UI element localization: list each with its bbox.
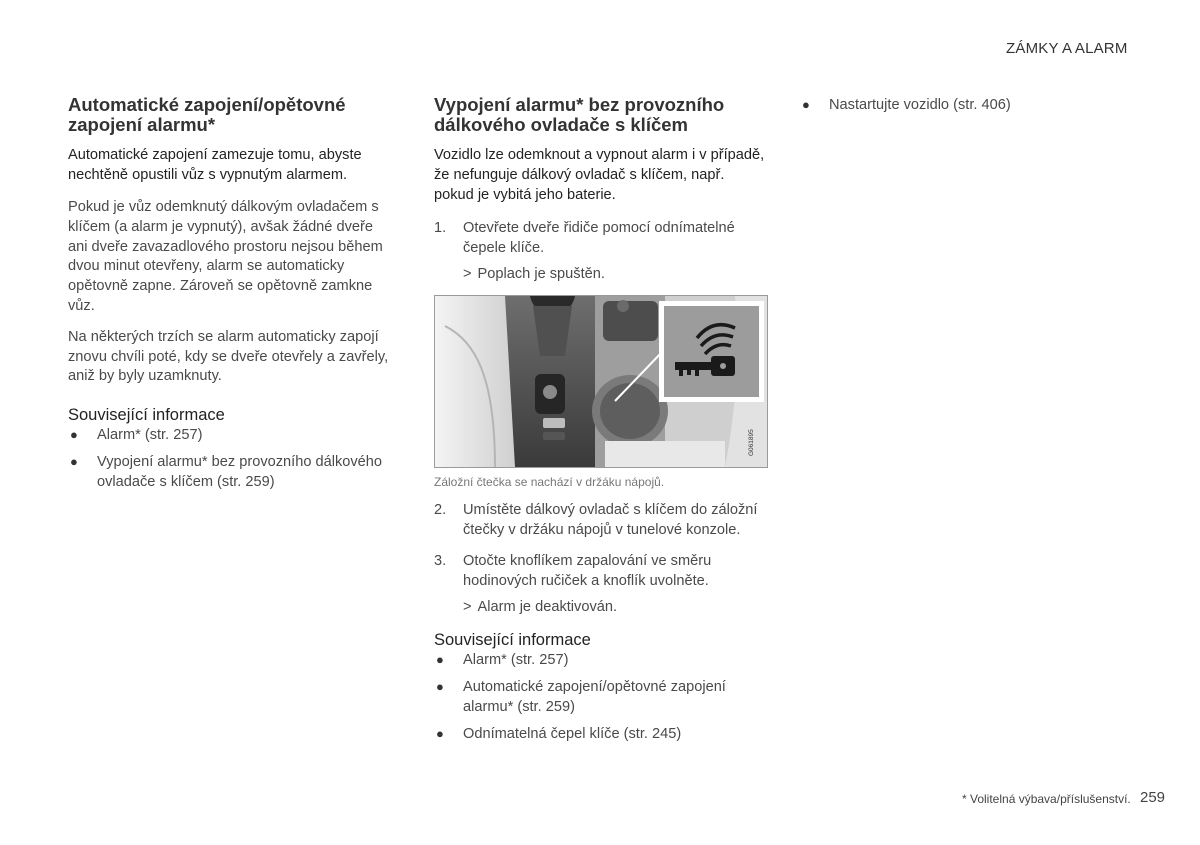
step-3: 3. Otočte knoflíkem zapalování ve směru hodinových ručiček a knoflík uvolněte. [434, 553, 712, 589]
console-illustration [435, 296, 767, 467]
related-info-heading: Související informace [68, 406, 225, 425]
section-header: ZÁMKY A ALARM [1006, 40, 1128, 57]
related-link-alarm[interactable]: ● Alarm* (str. 257) [436, 652, 569, 668]
auto-alarm-paragraph-1: Pokud je vůz odemknutý dálkovým ovladačem s klíčem (a alarm je vypnutý), avšak žádné dveře ani dveře zavazadlového prostoru nejsou během dvou minut otevřeny, alarm se automaticky opětovně zapne. Zároveň se opětovně zamkne vůz. [68, 199, 383, 314]
related-info-list [68, 425, 390, 492]
auto-alarm-heading: Automatické zapojení/opětovné zapojení alarmu* [68, 94, 346, 135]
step-1: 1. Otevřete dveře řidiče pomocí odnímatelné čepele klíče. [434, 220, 735, 256]
bullet-icon: ● [802, 97, 810, 112]
disarm-heading: Vypojení alarmu* bez provozního dálkového ovladače s klíčem [434, 94, 725, 135]
column-2 [434, 95, 768, 751]
bullet-icon: ● [436, 726, 444, 741]
step-2: 2. Umístěte dálkový ovladač s klíčem do záložní čtečky v držáku nápojů v tunelové konzole. [434, 502, 758, 538]
figure-caption: Záložní čtečka se nachází v držáku nápojů. [434, 475, 665, 489]
start-vehicle-link[interactable]: ● Nastartujte vozidlo (str. 406) [802, 97, 1011, 113]
related-link-auto-alarm[interactable]: ● Automatické zapojení/opětovné zapojení alarmu* (str. 259) [436, 679, 726, 715]
related-info-list [434, 650, 768, 744]
related-link-alarm[interactable]: ● Alarm* (str. 257) [70, 427, 203, 444]
auto-alarm-paragraph-2: Na některých trzích se alarm automaticky zapojí znovu chvíli poté, kdy se dveře otevřely a zavřely, aniž by byly uzamknuty. [68, 328, 389, 385]
auto-alarm-lead: Automatické zapojení zamezuje tomu, abyste nechtěně opustili vůz s vypnutým alarmem. [68, 147, 362, 183]
step-1-result: > Poplach je spuštěn. [463, 266, 605, 282]
bullet-icon: ● [436, 679, 444, 694]
disarm-lead: Vozidlo lze odemknout a vypnout alarm i v případě, že nefunguje dálkový ovladač s klíčem, např. pokud je vybitá jeho baterie. [434, 147, 765, 203]
related-link-disarm[interactable]: ● Vypojení alarmu* bez provozního dálkového ovladače s klíčem (str. 259) [70, 454, 383, 491]
continued-steps-list [800, 95, 1130, 115]
backup-reader-figure [434, 295, 768, 468]
figure-code: G061895 [748, 429, 755, 456]
steps-list-a [434, 218, 768, 258]
optional-equipment-note: * Volitelná výbava/příslušenství. [962, 792, 1131, 806]
page-number: 259 [1140, 789, 1166, 806]
bullet-icon: ● [70, 454, 78, 470]
bullet-icon: ● [436, 652, 444, 667]
column-3 [800, 95, 1130, 122]
steps-list-b [434, 500, 768, 591]
bullet-icon: ● [70, 427, 78, 443]
related-info-heading: Související informace [434, 631, 591, 649]
related-link-key-blade[interactable]: ● Odnímatelná čepel klíče (str. 245) [436, 726, 682, 742]
step-3-result: > Alarm je deaktivován. [463, 599, 618, 615]
column-1 [68, 95, 390, 499]
